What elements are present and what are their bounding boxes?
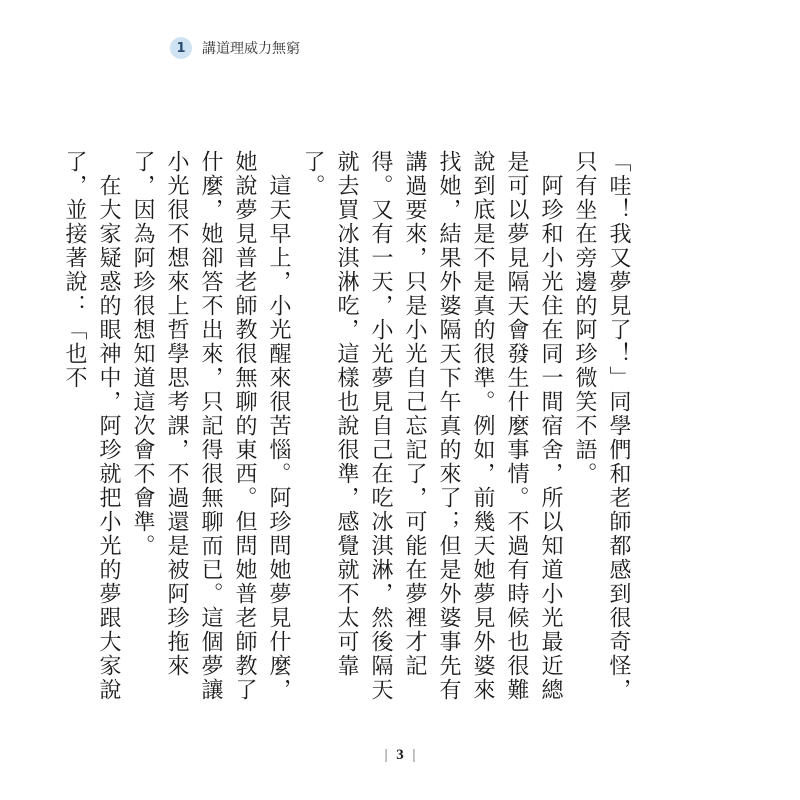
chapter-title: 講道理威力無窮 xyxy=(202,41,300,57)
page-footer xyxy=(0,747,800,764)
page-number-right-bar: | xyxy=(411,748,417,763)
page-number-left-bar: | xyxy=(383,748,389,763)
paragraph: 這天早上，小光醒來很苦惱。阿珍問她夢見什麼，她說夢見普老師教很無聊的東西。但問她普老師教了什麼，她卻答不出來，只記得很無聊而已。這個夢讓小光很不想來上哲學思考課，不過還是被阿珍拖來了，因為阿珍很想知道這次會不會準。 xyxy=(130,150,291,702)
paragraph: 「哇！我又夢見了！」同學們和老師都感到很奇怪，只有坐在旁邊的阿珍微笑不語。 xyxy=(572,150,631,702)
body-text xyxy=(57,150,635,710)
paragraph: 在大家疑惑的眼神中，阿珍就把小光的夢跟大家說了，並接著說：「也不 xyxy=(62,150,121,702)
chapter-number-badge: 1 xyxy=(170,37,192,59)
paragraph: 阿珍和小光住在同一間宿舍，所以知道小光最近總是可以夢見隔天會發生什麼事情。不過有時候也很難說到底是不是真的很準。例如，前幾天她夢見外婆來找她，結果外婆隔天下午真的來了；但是外婆事先有講過要來，只是小光自己忘記了，可能在夢裡才記得。又有一天，小光夢見自己在吃冰淇淋，然後隔天就去買冰淇淋吃，這樣也說很準，感覺就不太可靠了。 xyxy=(300,150,563,702)
page-number: 3 xyxy=(396,747,404,763)
chapter-header xyxy=(170,37,300,59)
